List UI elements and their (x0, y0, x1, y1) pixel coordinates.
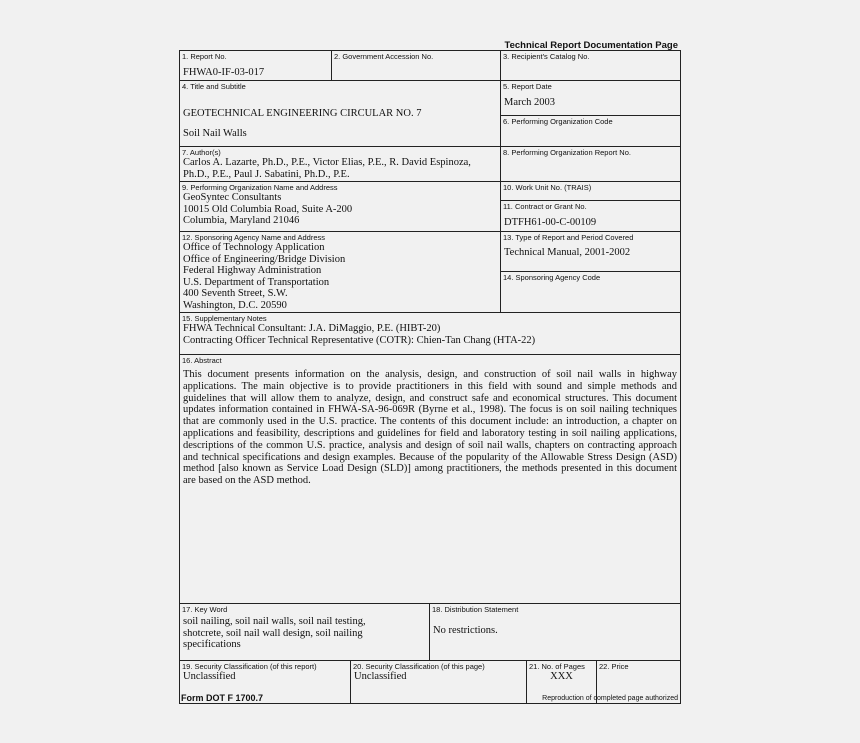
distribution-value: No restrictions. (433, 625, 498, 636)
sponsor-code-cell (501, 272, 681, 313)
sponsor-line: U.S. Department of Transportation (183, 276, 330, 288)
govt-accession-cell (332, 51, 501, 81)
authors-line-1: Carlos A. Lazarte, Ph.D., P.E., Victor Elias, P.E., R. David Espinoza, (183, 157, 471, 168)
work-unit-cell (501, 182, 681, 201)
sponsor-code-label: 14. Sponsoring Agency Code (503, 273, 601, 282)
supplementary-cell (180, 313, 681, 355)
recipient-catalog-label: 3. Recipient's Catalog No. (503, 52, 590, 61)
abstract-text: This document presents information on the analysis, design, and construction of soil nail walls in highway applications. The main objective is to provide practitioners in this field with sound and simple methods and guidelines that will allow them to analyze, design, and construct safe and economical structures. This document updates information contained in FHWA-SA-96-069R (Byrne et al., 1998). The focus is on soil nailing techniques that are commonly used in the U.S. practice. The contents of this document include: an introduction, a chapter on applications and feasibility, descriptions and guidelines for field and laboratory testing in soil nailing applications, descriptions of the common U.S. practice, analysis and design of soil nail walls, chapters on contracting approach and technical specifications and design examples. Because of the popularity of the Allowable Stress Design (ASD) method [also known as Service Load Design (SLD)] among practitioners, the methods presented in this document are based on the ASD method. (183, 369, 677, 487)
security-report-value: Unclassified (183, 671, 236, 682)
perf-org-line: Columbia, Maryland 21046 (183, 215, 300, 226)
supplementary-line-1: FHWA Technical Consultant: J.A. DiMaggio, P.E. (HIBT-20) (183, 323, 441, 334)
perf-org-line: 10015 Old Columbia Road, Suite A-200 (183, 203, 353, 215)
sponsor-line: Washington, D.C. 20590 (183, 299, 287, 311)
report-documentation-form (179, 50, 681, 704)
key-word-line: soil nailing, soil nail walls, soil nail testing, (183, 616, 366, 627)
price-label: 22. Price (599, 662, 629, 671)
num-pages-label: 21. No. of Pages (529, 662, 585, 671)
key-word-label: 17. Key Word (182, 605, 228, 614)
security-report-label: 19. Security Classification (of this report) (182, 662, 317, 671)
security-page-value: Unclassified (354, 671, 407, 682)
perf-org-report-cell (501, 147, 681, 182)
perf-org-name-cell (180, 182, 501, 232)
title-subtitle-cell (180, 81, 501, 147)
recipient-catalog-cell (501, 51, 681, 81)
sponsor-name-cell (180, 232, 501, 313)
work-unit-label: 10. Work Unit No. (TRAIS) (503, 183, 592, 192)
sponsor-line: Federal Highway Administration (183, 265, 322, 276)
report-date-cell (501, 81, 681, 116)
abstract-cell (180, 355, 681, 604)
key-word-cell (180, 604, 430, 661)
report-type-cell (501, 232, 681, 272)
key-word-line: shotcrete, soil nail wall design, soil nailing (183, 627, 363, 639)
report-type-value: Technical Manual, 2001-2002 (504, 247, 631, 258)
authors-cell (180, 147, 501, 182)
authors-line-2: Ph.D., P.E., Paul J. Sabatini, Ph.D., P.E. (183, 168, 350, 180)
distribution-cell (430, 604, 681, 661)
report-no-label: 1. Report No. (182, 52, 227, 61)
key-word-line: specifications (183, 639, 241, 650)
perf-org-code-label: 6. Performing Organization Code (503, 117, 613, 126)
contract-grant-value: DTFH61-00-C-00109 (504, 217, 597, 228)
form-id: Form DOT F 1700.7 (181, 693, 264, 703)
authors-label: 7. Author(s) (182, 148, 221, 157)
perf-org-code-cell (501, 116, 681, 147)
contract-grant-cell (501, 201, 681, 232)
contract-grant-label: 11. Contract or Grant No. (503, 202, 587, 211)
distribution-label: 18. Distribution Statement (432, 605, 519, 614)
sponsor-name-label: 12. Sponsoring Agency Name and Address (182, 233, 326, 242)
perf-org-line: GeoSyntec Consultants (183, 192, 282, 203)
report-subtitle: Soil Nail Walls (183, 127, 247, 139)
report-title: GEOTECHNICAL ENGINEERING CIRCULAR NO. 7 (183, 108, 422, 119)
sponsor-line: Office of Technology Application (183, 242, 325, 253)
report-type-label: 13. Type of Report and Period Covered (503, 233, 634, 242)
page-title: Technical Report Documentation Page (504, 40, 678, 51)
report-date-value: March 2003 (504, 97, 556, 108)
title-subtitle-label: 4. Title and Subtitle (182, 82, 246, 91)
sponsor-line: Office of Engineering/Bridge Division (183, 253, 346, 265)
security-page-label: 20. Security Classification (of this page) (353, 662, 485, 671)
report-no-cell (180, 51, 332, 81)
report-date-label: 5. Report Date (503, 82, 552, 91)
num-pages-value: XXX (550, 671, 573, 682)
reproduction-note: Reproduction of completed page authorized (542, 695, 678, 702)
sponsor-line: 400 Seventh Street, S.W. (183, 288, 288, 299)
govt-accession-label: 2. Government Accession No. (334, 52, 434, 61)
perf-org-name-label: 9. Performing Organization Name and Address (182, 183, 338, 192)
report-no-value: FHWA0-IF-03-017 (183, 67, 265, 78)
perf-org-report-label: 8. Performing Organization Report No. (503, 148, 631, 157)
supplementary-line-2: Contracting Officer Technical Representative (COTR): Chien-Tan Chang (HTA-22) (183, 334, 536, 346)
supplementary-label: 15. Supplementary Notes (182, 314, 267, 323)
abstract-label: 16. Abstract (182, 356, 222, 365)
